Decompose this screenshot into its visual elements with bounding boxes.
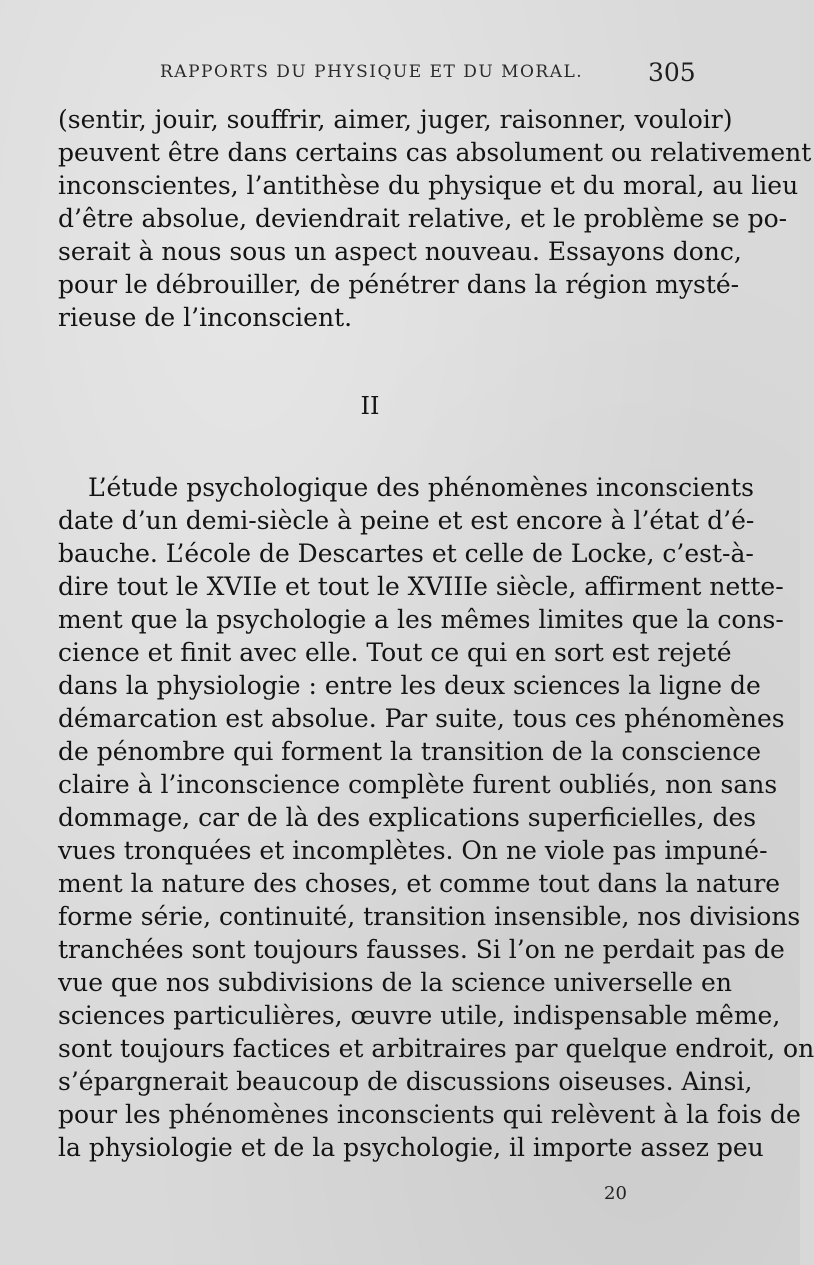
text-line: pour les phénomènes inconscients qui relèvent à la fois de xyxy=(58,1100,801,1129)
text-line: serait à nous sous un aspect nouveau. Essayons donc, xyxy=(58,237,742,266)
text-line: démarcation est absolue. Par suite, tous ces phénomènes xyxy=(58,704,785,733)
text-line: dans la physiologie : entre les deux sciences la ligne de xyxy=(58,671,761,700)
text-line: ment que la psychologie a les mêmes limites que la cons- xyxy=(58,605,784,634)
section-heading: II xyxy=(360,392,380,420)
text-line: L’étude psychologique des phénomènes inconscients xyxy=(88,473,754,502)
running-title: RAPPORTS DU PHYSIQUE ET DU MORAL. xyxy=(160,62,584,82)
text-line: claire à l’inconscience complète furent oubliés, non sans xyxy=(58,770,778,799)
text-line: de pénombre qui forment la transition de la conscience xyxy=(58,737,762,766)
text-line: (sentir, jouir, souffrir, aimer, juger, raisonner, vouloir) xyxy=(58,105,733,134)
page-number: 305 xyxy=(648,58,696,87)
text-line: la physiologie et de la psychologie, il importe assez peu xyxy=(58,1133,764,1162)
text-line: dire tout le XVIIe et tout le XVIIIe siècle, affirment nette- xyxy=(58,572,784,601)
text-line: forme série, continuité, transition insensible, nos divisions xyxy=(58,902,801,931)
text-line: ment la nature des choses, et comme tout dans la nature xyxy=(58,869,781,898)
text-line: bauche. L’école de Descartes et celle de Locke, c’est-à- xyxy=(58,539,754,568)
signature-mark: 20 xyxy=(604,1183,627,1204)
text-line: s’épargnerait beaucoup de discussions oiseuses. Ainsi, xyxy=(58,1067,753,1096)
text-line: cience et finit avec elle. Tout ce qui en sort est rejeté xyxy=(58,638,732,667)
text-line: sont toujours factices et arbitraires par quelque endroit, on xyxy=(58,1034,814,1063)
text-line: peuvent être dans certains cas absolument ou relativement xyxy=(58,138,812,167)
text-line: sciences particulières, œuvre utile, indispensable même, xyxy=(58,1001,781,1030)
text-line: inconscientes, l’antithèse du physique et du moral, au lieu xyxy=(58,171,799,200)
text-line: date d’un demi-siècle à peine et est encore à l’état d’é- xyxy=(58,506,755,535)
text-line: vue que nos subdivisions de la science universelle en xyxy=(58,968,732,997)
text-line: tranchées sont toujours fausses. Si l’on ne perdait pas de xyxy=(58,935,785,964)
text-line: d’être absolue, deviendrait relative, et le problème se po- xyxy=(58,204,788,233)
text-line: pour le débrouiller, de pénétrer dans la région mysté- xyxy=(58,270,740,299)
text-line: vues tronquées et incomplètes. On ne viole pas impuné- xyxy=(58,836,768,865)
text-line: dommage, car de là des explications superficielles, des xyxy=(58,803,757,832)
text-line: rieuse de l’inconscient. xyxy=(58,303,353,332)
